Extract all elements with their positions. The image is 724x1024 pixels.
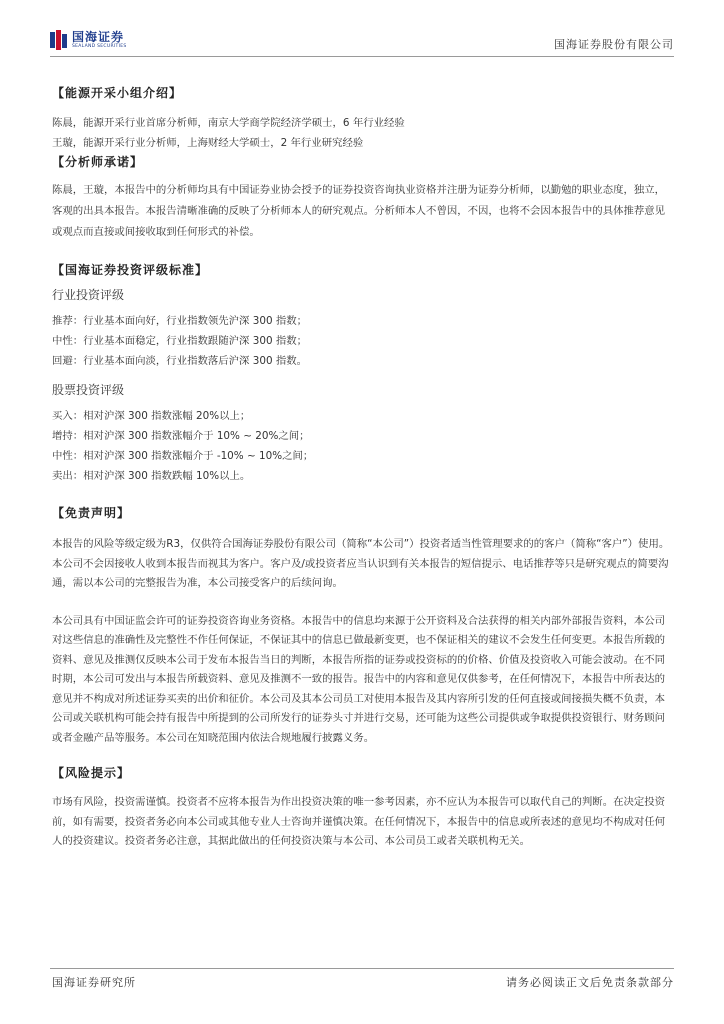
team-member-2: 王璇，能源开采行业分析师，上海财经大学硕士，2 年行业研究经验	[52, 137, 364, 149]
company-name: 国海证券股份有限公司	[554, 38, 674, 51]
team-section-title: 【能源开采小组介绍】	[52, 86, 183, 100]
commitment-section-title: 【分析师承诺】	[52, 155, 144, 169]
logo-mark-icon	[50, 30, 68, 50]
stock-rating-item: 中性：相对沪深 300 指数涨幅介于 -10% ~ 10%之间；	[52, 450, 314, 462]
footer-divider	[50, 968, 674, 969]
stock-rating-item: 增持：相对沪深 300 指数涨幅介于 10% ~ 20%之间；	[52, 430, 310, 442]
industry-rating-item: 回避：行业基本面向淡，行业指数落后沪深 300 指数。	[52, 355, 308, 367]
disclaimer-section-title: 【免责声明】	[52, 506, 131, 520]
footer-notice: 请务必阅读正文后免责条款部分	[506, 976, 674, 989]
logo-english-name: SEALAND SECURITIES	[72, 43, 127, 49]
commitment-text: 陈晨，王璇，本报告中的分析师均具有中国证券业协会授予的证券投资咨询执业资格并注册为证券分析师，以勤勉的职业态度，独立，客观的出具本报告。本报告清晰准确的反映了分析师本人的研究观点。分析师本人不曾因，不因，也将不会因本报告中的具体推荐意见或观点而直接或间接收取到任何形式的补偿。	[52, 184, 666, 238]
stock-rating-title: 股票投资评级	[52, 383, 125, 397]
page-header	[50, 30, 674, 54]
team-member-1: 陈晨，能源开采行业首席分析师，南京大学商学院经济学硕士，6 年行业经验	[52, 117, 405, 129]
risk-text: 市场有风险，投资需谨慎。投资者不应将本报告为作出投资决策的唯一参考因素，亦不应认为本报告可以取代自己的判断。在决定投资前，如有需要，投资者务必向本公司或其他专业人士咨询并谨慎决策。在任何情况下，本报告中的信息或所表述的意见均不构成对任何人的投资建议。投资者务必注意，其据此做出的任何投资决策与本公司、本公司员工或者关联机构无关。	[52, 796, 666, 847]
header-divider	[50, 56, 674, 57]
footer-institute: 国海证券研究所	[52, 976, 136, 989]
document-body	[52, 84, 672, 852]
industry-rating-item: 中性：行业基本面稳定，行业指数跟随沪深 300 指数；	[52, 335, 308, 347]
company-logo	[50, 30, 127, 50]
disclaimer-paragraph-2: 本公司具有中国证监会许可的证券投资咨询业务资格。本报告中的信息均来源于公开资料及合法获得的相关内部外部报告资料，本公司对这些信息的准确性及完整性不作任何保证，不保证其中的信息已做最新变更，也不保证相关的建议不会发生任何变更。本报告所载的资料、意见及推测仅反映本公司于发布本报告当日的判断，本报告所指的证券或投资标的的价格、价值及投资收入可能会波动。在不同时期，本公司可发出与本报告所载资料、意见及推测不一致的报告。报告中的内容和意见仅供参考，在任何情况下，本报告中所表达的意见并不构成对所述证券买卖的出价和征价。本公司及其本公司员工对使用本报告及其内容所引发的任何直接或间接损失概不负责，本公司或关联机构可能会持有报告中所提到的公司所发行的证券头寸并进行交易，还可能为这些公司提供或争取提供投资银行、财务顾问或者金融产品等服务。本公司在知晓范围内依法合规地履行披露义务。	[52, 614, 666, 744]
industry-rating-item: 推荐：行业基本面向好，行业指数领先沪深 300 指数；	[52, 315, 308, 327]
industry-rating-title: 行业投资评级	[52, 288, 125, 302]
stock-rating-item: 买入：相对沪深 300 指数涨幅 20%以上；	[52, 410, 251, 422]
logo-chinese-name: 国海证券	[72, 29, 125, 44]
disclaimer-paragraph-1: 本报告的风险等级定级为R3，仅供符合国海证券股份有限公司（简称“本公司”）投资者适当性管理要求的的客户（简称“客户”）使用。本公司不会因接收人收到本报告而视其为客户。客户及/或投资者应当认识到有关本报告的短信提示、电话推荐等只是研究观点的简要沟通，需以本公司的完整报告为准，本公司接受客户的后续问询。	[52, 538, 670, 589]
rating-section-title: 【国海证券投资评级标准】	[52, 263, 209, 277]
stock-rating-item: 卖出：相对沪深 300 指数跌幅 10%以上。	[52, 470, 251, 482]
risk-section-title: 【风险提示】	[52, 766, 131, 780]
